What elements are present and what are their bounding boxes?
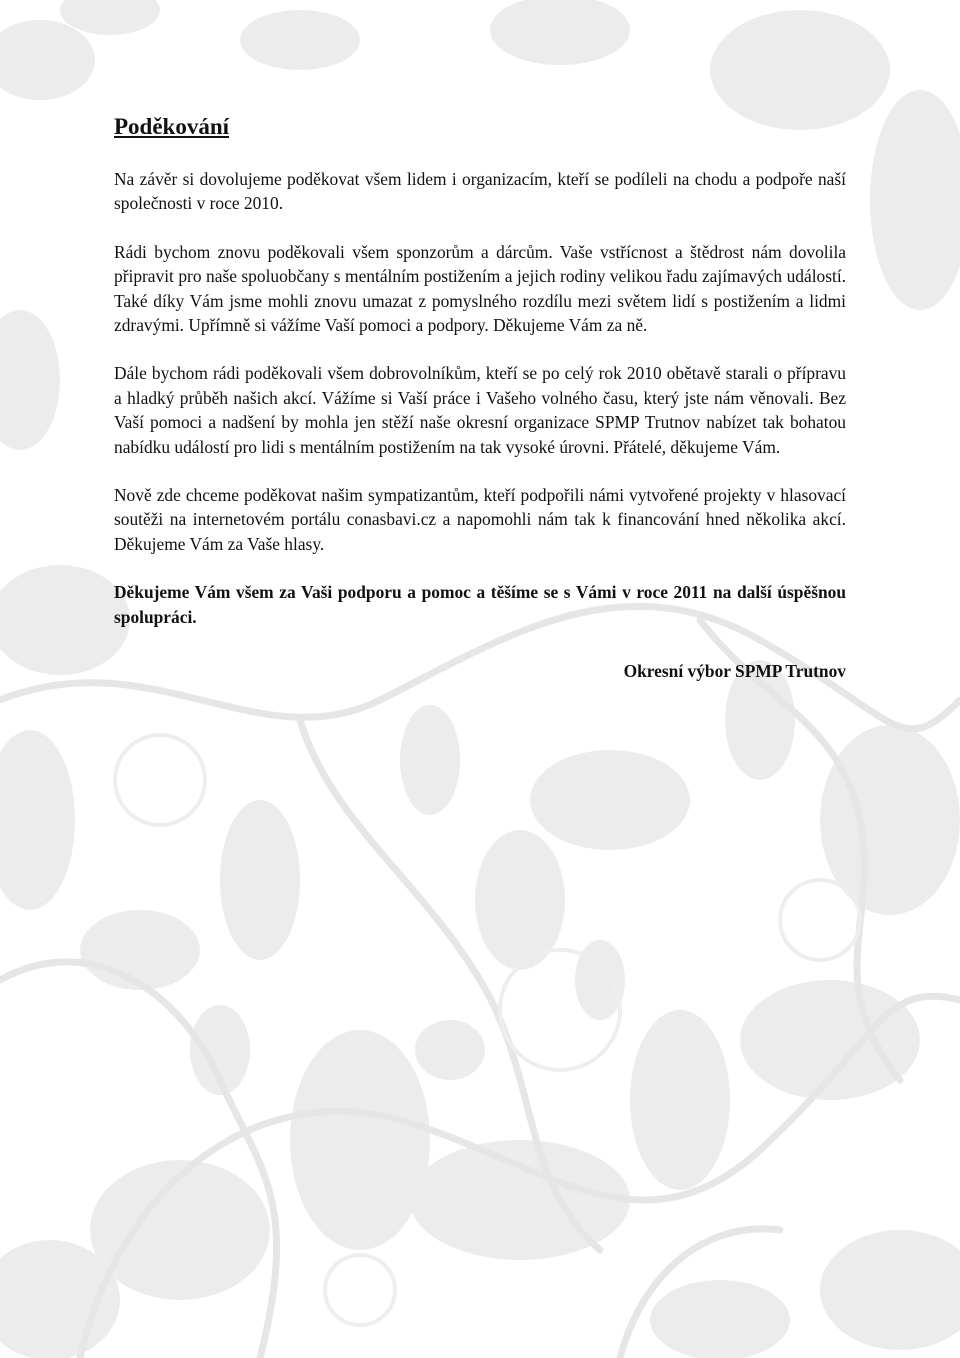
page-title: Poděkování [114, 114, 230, 139]
document-body [114, 112, 846, 708]
intro-paragraph: Na závěr si dovolujeme poděkovat všem lidem i organizacím, kteří se podíleli na chodu a podpoře naší společnosti v roce 2010. [114, 169, 846, 214]
sponsors-paragraph: Rádi bychom znovu poděkovali všem sponzorům a dárcům. Vaše vstřícnost a štědrost nám dovolila připravit pro naše spoluobčany s mentálním postižením a jejich rodiny velikou řadu zajímavých událostí. Také díky Vám jsme mohli znovu umazat z pomyslného rozdílu mezi světem lidí s postižením a lidmi zdravými. Upřímně si vážíme Vaší pomoci a podpory. Děkujeme Vám za ně. [114, 241, 846, 336]
volunteers-paragraph: Dále bychom rádi poděkovali všem dobrovolníkům, kteří se po celý rok 2010 obětavě starali o přípravu a hladký průběh našich akcí. Vážíme si Vaší práce i Vašeho volného času, který jste nám věnovali. Bez Vaší pomoci a nadšení by mohla jen stěží naše okresní organizace SPMP Trutnov nabízet tak bohatou nabídku událostí pro lidi s mentálním postižením na tak vysoké úrovni. Přátelé, děkujeme Vám. [114, 363, 846, 457]
supporters-paragraph: Nově zde chceme poděkovat našim sympatizantům, kteří podpořili námi vytvořené projekty v hlasovací soutěži na internetovém portálu conasbavi.cz a napomohli nám tak k financování hned několika akcí. Děkujeme Vám za Vaše hlasy. [114, 485, 846, 554]
signature: Okresní výbor SPMP Trutnov [623, 661, 846, 682]
closing-paragraph: Děkujeme Vám všem za Vaši podporu a pomoc a těšíme se s Vámi v roce 2011 na další úspěšnou spolupráci. [114, 582, 846, 627]
